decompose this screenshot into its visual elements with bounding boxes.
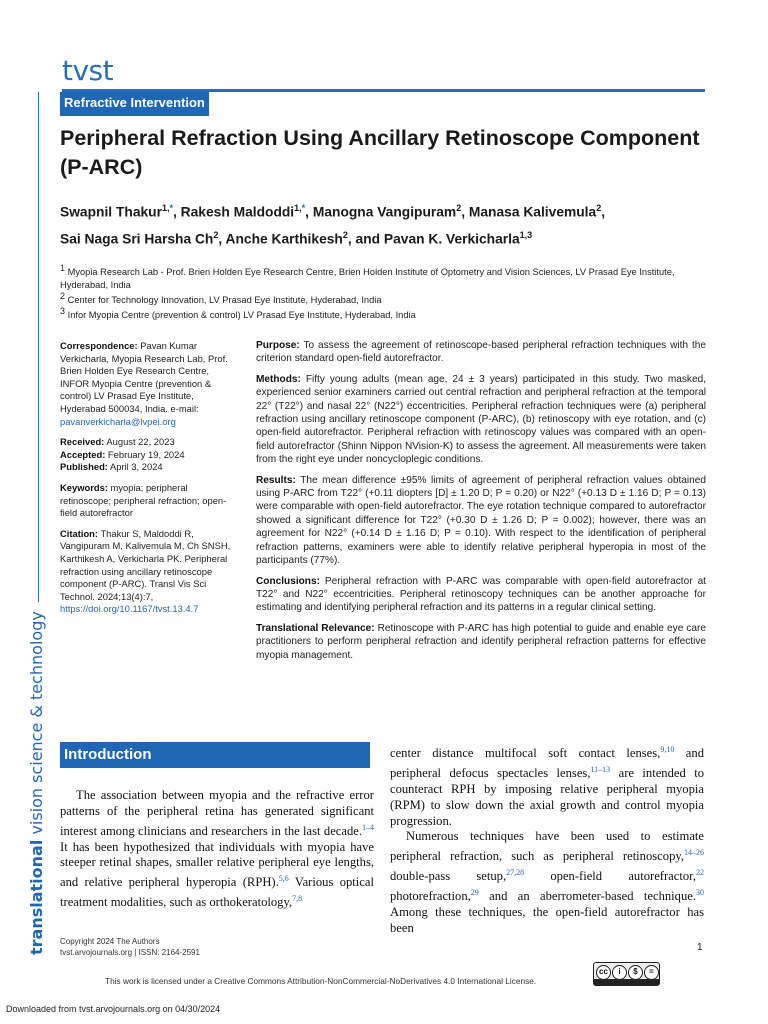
abstract-results: Results: The mean difference ±95% limits of agreement of peripheral refraction values obtained using P-ARC from T22° (+0.11 diopters [D] ± 1.20 D; P = 0.20) or N22° (+0.13 D ± 1.16 D; P = 0.13) were comparable with open-field autorefractor. The eye rotation technique compared to autorefractor showed a significant difference for T22° (+0.30 D ± 1.26 D; P = 0.002); however, there was an agreement for N22° (+0.14 D ± 1.16 D; P = 0.10). With respect to the identification of peripheral refraction patterns, examiners were able to identify relative peripheral hyperopia in most of the participants (77%). <box>256 474 706 567</box>
nc-icon: $ <box>628 965 643 980</box>
author-line-1: Swapnil Thakur$^{1,*}$, Rakesh Maldoddi$^{1,*}$, Manogna Vangipuram$^2$, Manasa Kalivemula$^2$, <box>60 203 606 220</box>
correspondence: Correspondence: Pavan Kumar Verkicharla, Myopia Research Lab, Prof. Brien Holden Eye Research Centre, INFOR Myopia Centre (prevention & control) LV Prasad Eye Institute, Hyderabad 500034, India. e-mail: pavanverkicharla@lvpei.org <box>60 340 228 427</box>
reference-citation[interactable]: 9,10 <box>660 745 675 754</box>
abstract <box>256 339 706 669</box>
author-name: Anche Karthikesh <box>225 231 343 247</box>
reference-citation[interactable]: 14–26 <box>684 848 704 858</box>
reference-citation[interactable]: 7,8 <box>292 894 303 904</box>
article-info-sidebar <box>60 340 240 624</box>
article-title: Peripheral Refraction Using Ancillary Retinoscope Component (P-ARC) <box>60 126 700 179</box>
reference-citation[interactable]: 29 <box>470 888 479 898</box>
affiliation-2: $^2$ Center for Technology Innovation, LV Prasad Eye Institute, Hyderabad, India <box>60 291 382 306</box>
abstract-methods: Methods: Fifty young adults (mean age, 24 ± 3 years) participated in this study. Two masked, experienced senior examiners carried out central refraction and peripheral refraction at the temporal 22° (T22°) and nasal 22° (N22°) eccentricities. Peripheral refraction techniques were (a) peripheral refraction using ancillary retinoscope component (P-ARC), (b) retinoscopy with eye rotation, and (c) open-field autorefractor. Peripheral refraction with retinoscopy values was compared with an open-field autorefractor (Shinn Nippon NVision-K) to assess the agreement. All measurements were taken from the right eye under noncycloplegic conditions. <box>256 373 706 466</box>
email-link[interactable]: pavanverkicharla@lvpei.org <box>60 415 176 427</box>
dates: Received: August 22, 2023 Accepted: February 19, 2024 Published: April 3, 2024 <box>60 436 185 473</box>
by-icon: i <box>612 965 627 980</box>
abstract-conclusions: Conclusions: Peripheral refraction with P-ARC was comparable with open-field autorefractor at T22° and N22° eccentricities. Peripheral retinoscopy techniques can be another approache for estimating and identifying peripheral refraction and its patterns in a regular clinical setting. <box>256 575 706 614</box>
affiliation-1: $^1$ Myopia Research Lab - Prof. Brien Holden Eye Research Centre, Brien Holden Institute of Optometry and Vision Sciences, LV Prasad Eye Institute, Hyderabad, India <box>60 263 675 291</box>
author-list <box>60 197 710 250</box>
author-name: Pavan K. Verkicharla <box>383 231 520 247</box>
corresponding-mark: * <box>301 203 306 213</box>
download-note: Downloaded from tvst.arvojournals.org on 04/30/2024 <box>6 1004 221 1014</box>
intro-paragraph-continued: center distance multifocal soft contact lenses,$^{9,10}$ and peripheral defocus spectacles lenses,$^{11-13}$ are intended to counteract RPH by imposing relative peripheral myopia (RPM) to slow down the axial growth and control myopia progression. <box>390 745 704 828</box>
author-affiliation-mark: 1, <box>161 203 170 213</box>
copyright-block: Copyright 2024 The Authors tvst.arvojournals.org | ISSN: 2164-2591 <box>60 937 200 957</box>
side-rule <box>38 92 39 602</box>
reference-citation[interactable]: 22 <box>696 868 704 878</box>
abstract-translational-relevance: Translational Relevance: Retinoscope with P-ARC has high potential to guide and enable eye care practitioners to perform peripheral refraction and identify peripheral refraction patterns for effective myopia management. <box>256 622 706 661</box>
cc-strip <box>594 979 659 985</box>
page-number: 1 <box>697 942 703 953</box>
reference-citation[interactable]: 11–13 <box>590 764 611 774</box>
citation: Citation: Thakur S, Maldoddi R, Vangipuram M, Kalivemula M, Ch SNSH, Karthikesh A, Verkicharla PK. Peripheral refraction using ancillary retinoscope component (P-ARC). Transl Vis Sci Technol. 2024;13(4):7, https://doi.org/10.1167/tvst.13.4.7 <box>60 527 231 615</box>
cc-license-badge-icon[interactable] <box>593 962 660 986</box>
author-name: Rakesh Maldoddi <box>180 204 295 220</box>
journal-logo: tvst <box>62 54 114 87</box>
nd-icon: = <box>644 965 659 980</box>
author-affiliation-mark: 2 <box>342 229 348 240</box>
author-affiliation-mark: 1, <box>294 203 302 213</box>
author-name: Swapnil Thakur <box>60 204 162 220</box>
affiliation-3: $^3$ Infor Myopia Centre (prevention & control) LV Prasad Eye Institute, Hyderabad, India <box>60 306 416 321</box>
intro-column-1 <box>60 788 374 911</box>
author-line-2: Sai Naga Sri Harsha Ch$^2$, Anche Karthikesh$^2$, and Pavan K. Verkicharla$^{1,3}$ <box>60 229 533 247</box>
doi-link[interactable]: https://doi.org/10.1167/tvst.13.4.7 <box>60 603 199 615</box>
introduction-heading: Introduction <box>60 742 370 768</box>
reference-citation[interactable]: 30 <box>696 888 704 898</box>
vertical-journal-brand <box>27 611 46 955</box>
license-text: This work is licensed under a Creative Commons Attribution-NonCommercial-NoDerivatives 4.0 International License. <box>105 976 537 986</box>
corresponding-mark: * <box>169 203 173 213</box>
author-affiliation-mark: 2 <box>213 229 219 240</box>
intro-paragraph-2: Numerous techniques have been used to estimate peripheral refraction, such as peripheral retinoscopy,$^{14-26}$ double-pass setup,$^{27,28}$ open-field autorefractor,$^{22}$ photorefraction,$^{29}$ and an aberrometer-based technique.$^{30}$ Among these techniques, the open-field autorefractor has been <box>390 829 704 935</box>
author-affiliation-mark: 2 <box>456 203 462 213</box>
keywords: Keywords: myopia; peripheral retinoscope; peripheral refraction; open-field autorefractor <box>60 481 227 519</box>
author-name: Manogna Vangipuram <box>312 204 457 220</box>
abstract-purpose: Purpose: To assess the agreement of retinoscope-based peripheral refraction techniques with the criterion standard open-field autorefractor. <box>256 340 706 365</box>
brand-rest: vision science & technology <box>27 611 46 840</box>
author-affiliation-mark: 1,3 <box>519 229 533 240</box>
author-name: Manasa Kalivemula <box>468 204 597 220</box>
intro-paragraph-1: The association between myopia and the refractive error patterns of the peripheral retina has generated significant interest among clinicians and researchers in the last decade.$^{1-4}$ It has been hypothesized that individuals with myopia have steeper retinal shapes, smaller relative peripheral eye lengths, and relative peripheral hyperopia (RPH).$^{5,6}$ Various optical treatment modalities, such as orthokeratology,$^{7,8}$ <box>60 788 374 910</box>
intro-column-2 <box>390 742 704 937</box>
author-affiliation-mark: 2 <box>596 203 602 213</box>
reference-citation[interactable]: 27,28 <box>506 868 525 878</box>
reference-citation[interactable]: 5,6 <box>278 874 289 884</box>
reference-citation[interactable]: 1–4 <box>362 822 374 832</box>
author-name: Sai Naga Sri Harsha Ch <box>60 231 214 247</box>
cc-icon: cc <box>596 965 611 980</box>
section-label: Refractive Intervention <box>60 92 209 116</box>
brand-bold: translational <box>27 839 46 955</box>
